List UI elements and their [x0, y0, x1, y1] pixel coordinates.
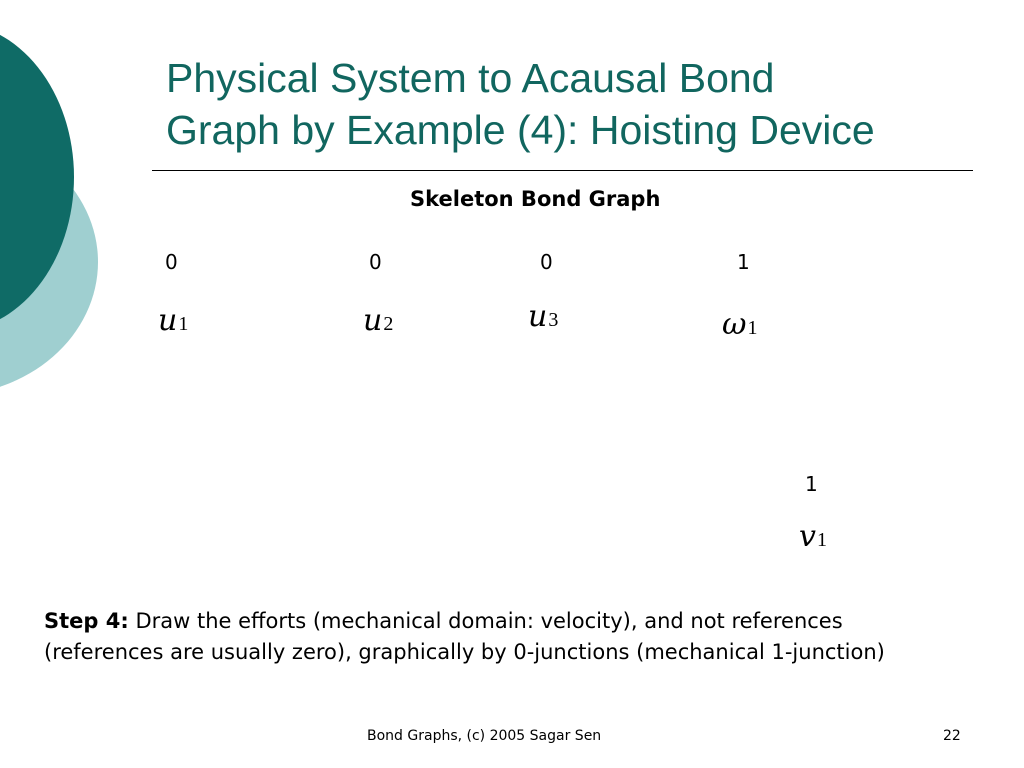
- step-label: Step 4:: [44, 609, 129, 633]
- slide-title-line-2: Graph by Example (4): Hoisting Device: [166, 107, 875, 153]
- junction-label-5: 1: [805, 472, 818, 496]
- variable-u1-symbol: u: [158, 303, 178, 338]
- variable-u2-subscript: 2: [383, 313, 394, 335]
- slide-title: [166, 52, 986, 156]
- variable-u2-symbol: u: [363, 303, 383, 338]
- junction-label-2: 0: [369, 250, 382, 274]
- step-description: [44, 606, 944, 668]
- page-number: 22: [943, 728, 961, 744]
- variable-v1-symbol: v: [799, 519, 816, 554]
- variable-u3: [528, 299, 559, 334]
- slide-subtitle: Skeleton Bond Graph: [410, 187, 661, 211]
- variable-u1: [158, 303, 189, 338]
- variable-u2: [363, 303, 394, 338]
- variable-u3-subscript: 3: [548, 309, 559, 331]
- variable-u1-subscript: 1: [178, 313, 189, 335]
- junction-label-3: 0: [540, 250, 553, 274]
- variable-v1-subscript: 1: [816, 529, 827, 551]
- variable-omega1: [722, 307, 758, 342]
- variable-omega1-symbol: ω: [722, 307, 747, 342]
- junction-label-4: 1: [737, 250, 750, 274]
- junction-label-1: 0: [165, 250, 178, 274]
- variable-u3-symbol: u: [528, 299, 548, 334]
- step-text: Draw the efforts (mechanical domain: velocity), and not references (references are usually zero), graphically by 0-junctions (mechanical 1-junction): [44, 609, 885, 664]
- variable-omega1-subscript: 1: [747, 317, 758, 339]
- footer-text: Bond Graphs, (c) 2005 Sagar Sen: [367, 728, 602, 744]
- title-divider: [152, 170, 973, 171]
- slide-title-line-1: Physical System to Acausal Bond: [166, 55, 775, 101]
- variable-v1: [799, 519, 827, 554]
